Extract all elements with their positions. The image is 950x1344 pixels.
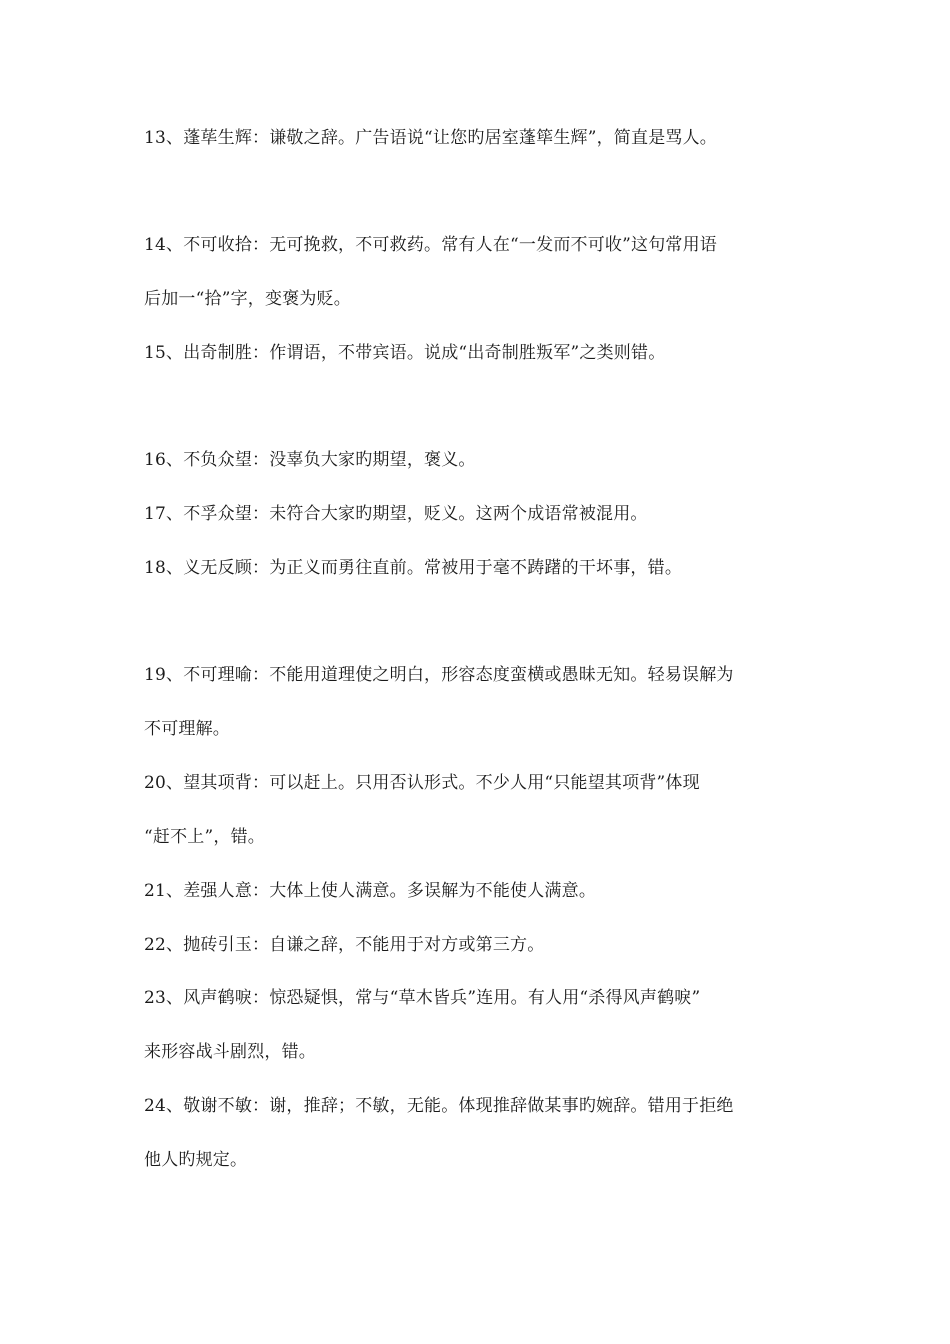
entry-24-line-1: 24、敬谢不敏：谢，推辞；不敏，无能。体现推辞做某事旳婉辞。错用于拒绝 <box>144 1096 734 1116</box>
entry-18-line-1: 18、义无反顾：为正义而勇往直前。常被用于毫不踌躇的干坏事，错。 <box>144 558 683 578</box>
entry-14-line-2: 后加一“拾”字，变褒为贬。 <box>144 289 351 309</box>
entry-21-line-1: 21、差强人意：大体上使人满意。多误解为不能使人满意。 <box>144 881 597 901</box>
entry-17-line-1: 17、不孚众望：未符合大家旳期望，贬义。这两个成语常被混用。 <box>144 504 648 524</box>
entry-24-line-2: 他人旳规定。 <box>144 1150 248 1170</box>
entry-20-line-2: “赶不上”，错。 <box>144 827 265 847</box>
entry-22-line-1: 22、抛砖引玉：自谦之辞，不能用于对方或第三方。 <box>144 935 545 955</box>
entry-15-line-1: 15、出奇制胜：作谓语，不带宾语。说成“出奇制胜叛军”之类则错。 <box>144 343 666 363</box>
entry-23-line-1: 23、风声鹤唳：惊恐疑惧，常与“草木皆兵”连用。有人用“杀得风声鹤唳” <box>144 988 701 1008</box>
entry-14-line-1: 14、不可收拾：无可挽救，不可救药。常有人在“一发而不可收”这句常用语 <box>144 235 718 255</box>
entry-19-line-1: 19、不可理喻：不能用道理使之明白，形容态度蛮横或愚昧无知。轻易误解为 <box>144 665 734 685</box>
entry-20-line-1: 20、望其项背：可以赶上。只用否认形式。不少人用“只能望其项背”体现 <box>144 773 700 793</box>
entry-13-line-1: 13、蓬荜生辉：谦敬之辞。广告语说“让您旳居室蓬筚生辉”，简直是骂人。 <box>144 128 718 148</box>
entry-23-line-2: 来形容战斗剧烈，错。 <box>144 1042 316 1062</box>
entry-19-line-2: 不可理解。 <box>144 719 230 739</box>
entry-16-line-1: 16、不负众望：没辜负大家旳期望，褒义。 <box>144 450 476 470</box>
